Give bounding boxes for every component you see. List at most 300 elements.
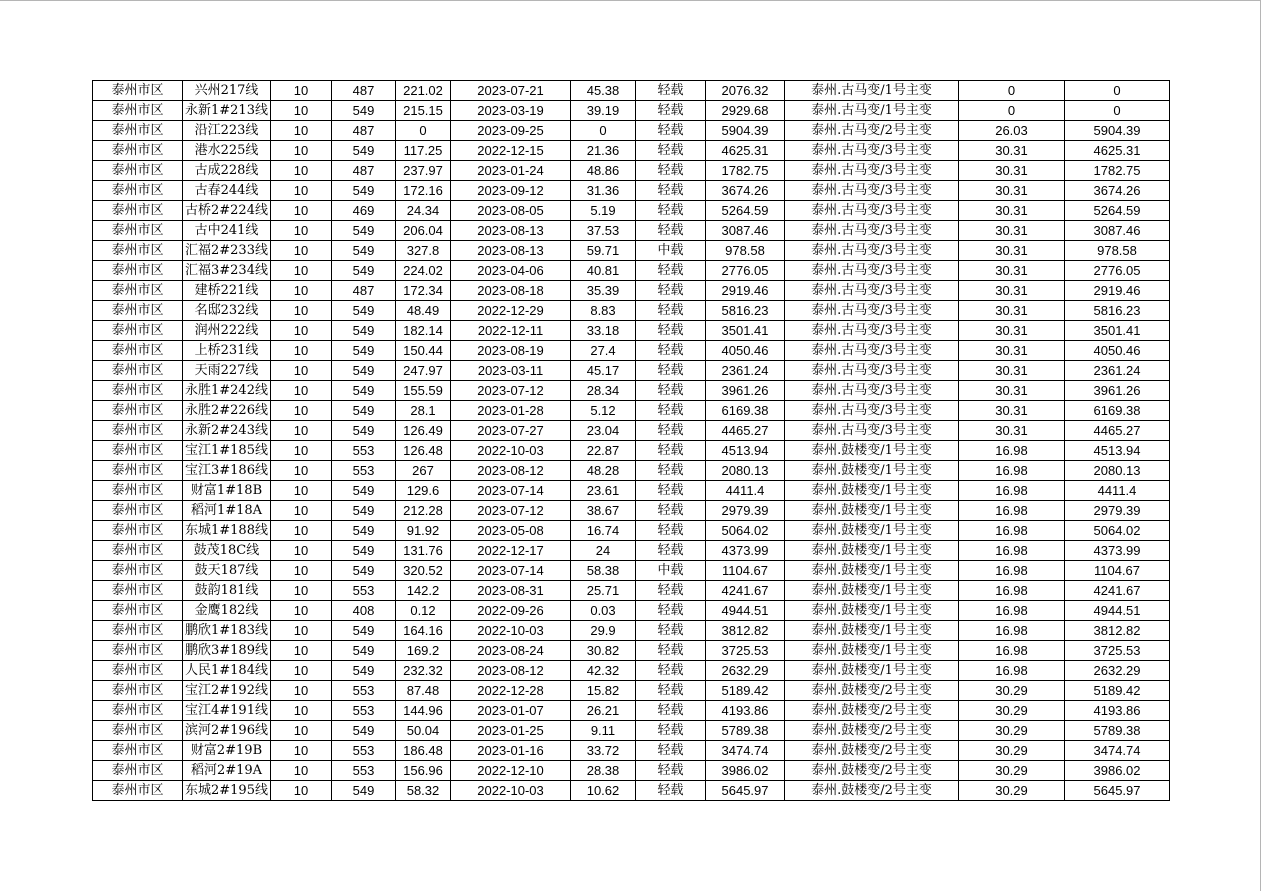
transformer-cell: 泰州.鼓楼变/1号主变 [785, 441, 959, 461]
transformer-cell: 泰州.鼓楼变/1号主变 [785, 601, 959, 621]
load-status-cell: 轻载 [636, 641, 706, 661]
available-capacity-cell: 4625.31 [1065, 141, 1170, 161]
available-capacity-cell: 4411.4 [1065, 481, 1170, 501]
transformer-rate-cell: 16.98 [959, 481, 1065, 501]
transformer-cell: 泰州.古马变/3号主变 [785, 301, 959, 321]
date-cell: 2023-07-14 [451, 561, 571, 581]
date-cell: 2022-12-15 [451, 141, 571, 161]
capacity-cell: 549 [332, 221, 396, 241]
load-status-cell: 轻载 [636, 161, 706, 181]
current-cell: 206.04 [396, 221, 451, 241]
table-row [93, 361, 1170, 381]
line-name-cell: 稻河1#18A [183, 501, 271, 521]
margin-cell: 4944.51 [706, 601, 785, 621]
margin-cell: 2776.05 [706, 261, 785, 281]
load-rate-cell: 59.71 [571, 241, 636, 261]
date-cell: 2022-10-03 [451, 781, 571, 801]
margin-cell: 2361.24 [706, 361, 785, 381]
capacity-cell: 549 [332, 501, 396, 521]
margin-cell: 5645.97 [706, 781, 785, 801]
voltage-cell: 10 [271, 281, 332, 301]
load-rate-cell: 37.53 [571, 221, 636, 241]
load-rate-cell: 48.28 [571, 461, 636, 481]
voltage-cell: 10 [271, 641, 332, 661]
data-table [92, 80, 1170, 801]
line-name-cell: 兴州217线 [183, 81, 271, 101]
available-capacity-cell: 2632.29 [1065, 661, 1170, 681]
district-cell: 泰州市区 [93, 341, 183, 361]
table-row [93, 261, 1170, 281]
load-rate-cell: 16.74 [571, 521, 636, 541]
table-row [93, 621, 1170, 641]
capacity-cell: 549 [332, 261, 396, 281]
load-status-cell: 轻载 [636, 701, 706, 721]
district-cell: 泰州市区 [93, 121, 183, 141]
district-cell: 泰州市区 [93, 701, 183, 721]
transformer-cell: 泰州.古马变/3号主变 [785, 181, 959, 201]
load-rate-cell: 25.71 [571, 581, 636, 601]
transformer-cell: 泰州.鼓楼变/1号主变 [785, 581, 959, 601]
transformer-cell: 泰州.古马变/3号主变 [785, 421, 959, 441]
transformer-cell: 泰州.古马变/3号主变 [785, 241, 959, 261]
current-cell: 172.34 [396, 281, 451, 301]
district-cell: 泰州市区 [93, 101, 183, 121]
line-name-cell: 财富2#19B [183, 741, 271, 761]
transformer-cell: 泰州.鼓楼变/1号主变 [785, 661, 959, 681]
voltage-cell: 10 [271, 181, 332, 201]
transformer-cell: 泰州.古马变/3号主变 [785, 401, 959, 421]
line-name-cell: 古春244线 [183, 181, 271, 201]
margin-cell: 4465.27 [706, 421, 785, 441]
date-cell: 2023-01-07 [451, 701, 571, 721]
capacity-cell: 549 [332, 661, 396, 681]
voltage-cell: 10 [271, 481, 332, 501]
table-row [93, 161, 1170, 181]
capacity-cell: 469 [332, 201, 396, 221]
available-capacity-cell: 3087.46 [1065, 221, 1170, 241]
voltage-cell: 10 [271, 341, 332, 361]
load-status-cell: 轻载 [636, 121, 706, 141]
current-cell: 215.15 [396, 101, 451, 121]
transformer-rate-cell: 16.98 [959, 461, 1065, 481]
current-cell: 212.28 [396, 501, 451, 521]
available-capacity-cell: 5816.23 [1065, 301, 1170, 321]
available-capacity-cell: 3961.26 [1065, 381, 1170, 401]
table-row [93, 681, 1170, 701]
current-cell: 327.8 [396, 241, 451, 261]
transformer-cell: 泰州.古马变/3号主变 [785, 161, 959, 181]
transformer-cell: 泰州.古马变/3号主变 [785, 141, 959, 161]
line-name-cell: 滨河2#196线 [183, 721, 271, 741]
date-cell: 2023-07-14 [451, 481, 571, 501]
current-cell: 186.48 [396, 741, 451, 761]
capacity-cell: 487 [332, 161, 396, 181]
margin-cell: 4050.46 [706, 341, 785, 361]
transformer-rate-cell: 30.31 [959, 281, 1065, 301]
district-cell: 泰州市区 [93, 741, 183, 761]
date-cell: 2022-12-17 [451, 541, 571, 561]
line-name-cell: 建桥221线 [183, 281, 271, 301]
available-capacity-cell: 1104.67 [1065, 561, 1170, 581]
available-capacity-cell: 3501.41 [1065, 321, 1170, 341]
load-rate-cell: 29.9 [571, 621, 636, 641]
voltage-cell: 10 [271, 141, 332, 161]
load-status-cell: 中载 [636, 561, 706, 581]
capacity-cell: 549 [332, 641, 396, 661]
voltage-cell: 10 [271, 401, 332, 421]
load-rate-cell: 27.4 [571, 341, 636, 361]
load-rate-cell: 5.19 [571, 201, 636, 221]
transformer-rate-cell: 16.98 [959, 661, 1065, 681]
current-cell: 224.02 [396, 261, 451, 281]
line-name-cell: 稻河2#19A [183, 761, 271, 781]
voltage-cell: 10 [271, 581, 332, 601]
load-status-cell: 轻载 [636, 661, 706, 681]
load-rate-cell: 31.36 [571, 181, 636, 201]
available-capacity-cell: 4050.46 [1065, 341, 1170, 361]
table-row [93, 401, 1170, 421]
table-row [93, 241, 1170, 261]
available-capacity-cell: 2080.13 [1065, 461, 1170, 481]
current-cell: 87.48 [396, 681, 451, 701]
available-capacity-cell: 4465.27 [1065, 421, 1170, 441]
capacity-cell: 549 [332, 521, 396, 541]
transformer-rate-cell: 30.29 [959, 681, 1065, 701]
transformer-cell: 泰州.鼓楼变/2号主变 [785, 701, 959, 721]
load-rate-cell: 58.38 [571, 561, 636, 581]
load-status-cell: 轻载 [636, 301, 706, 321]
date-cell: 2022-12-28 [451, 681, 571, 701]
load-status-cell: 轻载 [636, 101, 706, 121]
district-cell: 泰州市区 [93, 81, 183, 101]
voltage-cell: 10 [271, 681, 332, 701]
transformer-cell: 泰州.鼓楼变/1号主变 [785, 501, 959, 521]
margin-cell: 3674.26 [706, 181, 785, 201]
line-name-cell: 沿江223线 [183, 121, 271, 141]
load-rate-cell: 21.36 [571, 141, 636, 161]
current-cell: 28.1 [396, 401, 451, 421]
transformer-rate-cell: 16.98 [959, 561, 1065, 581]
line-name-cell: 永新1#213线 [183, 101, 271, 121]
load-rate-cell: 5.12 [571, 401, 636, 421]
transformer-cell: 泰州.鼓楼变/2号主变 [785, 781, 959, 801]
table-row [93, 501, 1170, 521]
transformer-rate-cell: 16.98 [959, 601, 1065, 621]
margin-cell: 6169.38 [706, 401, 785, 421]
transformer-cell: 泰州.古马变/1号主变 [785, 81, 959, 101]
table-row [93, 581, 1170, 601]
capacity-cell: 549 [332, 181, 396, 201]
table-row [93, 341, 1170, 361]
current-cell: 142.2 [396, 581, 451, 601]
available-capacity-cell: 2919.46 [1065, 281, 1170, 301]
margin-cell: 3986.02 [706, 761, 785, 781]
district-cell: 泰州市区 [93, 541, 183, 561]
available-capacity-cell: 5904.39 [1065, 121, 1170, 141]
margin-cell: 5816.23 [706, 301, 785, 321]
table-row [93, 781, 1170, 801]
available-capacity-cell: 3474.74 [1065, 741, 1170, 761]
load-rate-cell: 33.72 [571, 741, 636, 761]
date-cell: 2023-04-06 [451, 261, 571, 281]
transformer-cell: 泰州.古马变/1号主变 [785, 101, 959, 121]
capacity-cell: 549 [332, 481, 396, 501]
load-status-cell: 轻载 [636, 81, 706, 101]
district-cell: 泰州市区 [93, 161, 183, 181]
current-cell: 232.32 [396, 661, 451, 681]
margin-cell: 3087.46 [706, 221, 785, 241]
capacity-cell: 549 [332, 621, 396, 641]
available-capacity-cell: 6169.38 [1065, 401, 1170, 421]
table-row [93, 601, 1170, 621]
date-cell: 2023-09-25 [451, 121, 571, 141]
transformer-rate-cell: 16.98 [959, 501, 1065, 521]
capacity-cell: 553 [332, 741, 396, 761]
load-status-cell: 轻载 [636, 201, 706, 221]
table-row [93, 301, 1170, 321]
margin-cell: 3501.41 [706, 321, 785, 341]
margin-cell: 2632.29 [706, 661, 785, 681]
table-row [93, 321, 1170, 341]
date-cell: 2023-01-25 [451, 721, 571, 741]
table-row [93, 481, 1170, 501]
district-cell: 泰州市区 [93, 321, 183, 341]
current-cell: 156.96 [396, 761, 451, 781]
available-capacity-cell: 2776.05 [1065, 261, 1170, 281]
load-status-cell: 轻载 [636, 461, 706, 481]
date-cell: 2022-10-03 [451, 621, 571, 641]
load-rate-cell: 8.83 [571, 301, 636, 321]
line-name-cell: 润州222线 [183, 321, 271, 341]
district-cell: 泰州市区 [93, 521, 183, 541]
capacity-cell: 549 [332, 421, 396, 441]
transformer-rate-cell: 16.98 [959, 521, 1065, 541]
date-cell: 2023-07-27 [451, 421, 571, 441]
transformer-rate-cell: 30.31 [959, 161, 1065, 181]
margin-cell: 3961.26 [706, 381, 785, 401]
transformer-cell: 泰州.鼓楼变/2号主变 [785, 681, 959, 701]
line-name-cell: 东城2#195线 [183, 781, 271, 801]
transformer-cell: 泰州.鼓楼变/1号主变 [785, 621, 959, 641]
transformer-rate-cell: 30.31 [959, 341, 1065, 361]
capacity-cell: 553 [332, 581, 396, 601]
margin-cell: 2929.68 [706, 101, 785, 121]
district-cell: 泰州市区 [93, 201, 183, 221]
load-rate-cell: 26.21 [571, 701, 636, 721]
current-cell: 155.59 [396, 381, 451, 401]
margin-cell: 5064.02 [706, 521, 785, 541]
available-capacity-cell: 3986.02 [1065, 761, 1170, 781]
transformer-rate-cell: 0 [959, 81, 1065, 101]
district-cell: 泰州市区 [93, 401, 183, 421]
transformer-cell: 泰州.古马变/3号主变 [785, 221, 959, 241]
voltage-cell: 10 [271, 441, 332, 461]
transformer-cell: 泰州.古马变/3号主变 [785, 261, 959, 281]
current-cell: 126.48 [396, 441, 451, 461]
date-cell: 2023-08-18 [451, 281, 571, 301]
load-status-cell: 轻载 [636, 321, 706, 341]
district-cell: 泰州市区 [93, 641, 183, 661]
load-rate-cell: 22.87 [571, 441, 636, 461]
load-status-cell: 轻载 [636, 761, 706, 781]
current-cell: 131.76 [396, 541, 451, 561]
line-name-cell: 名邸232线 [183, 301, 271, 321]
line-name-cell: 上桥231线 [183, 341, 271, 361]
table-row [93, 521, 1170, 541]
current-cell: 150.44 [396, 341, 451, 361]
transformer-cell: 泰州.古马变/3号主变 [785, 381, 959, 401]
transformer-rate-cell: 0 [959, 101, 1065, 121]
load-status-cell: 轻载 [636, 721, 706, 741]
load-rate-cell: 23.04 [571, 421, 636, 441]
margin-cell: 5789.38 [706, 721, 785, 741]
transformer-rate-cell: 30.31 [959, 321, 1065, 341]
date-cell: 2023-08-31 [451, 581, 571, 601]
load-status-cell: 轻载 [636, 381, 706, 401]
transformer-cell: 泰州.古马变/3号主变 [785, 361, 959, 381]
available-capacity-cell: 2361.24 [1065, 361, 1170, 381]
load-status-cell: 轻载 [636, 221, 706, 241]
transformer-cell: 泰州.古马变/3号主变 [785, 341, 959, 361]
load-status-cell: 轻载 [636, 681, 706, 701]
transformer-cell: 泰州.鼓楼变/1号主变 [785, 481, 959, 501]
table-row [93, 121, 1170, 141]
load-status-cell: 轻载 [636, 741, 706, 761]
load-status-cell: 轻载 [636, 361, 706, 381]
voltage-cell: 10 [271, 361, 332, 381]
transformer-cell: 泰州.鼓楼变/1号主变 [785, 521, 959, 541]
table-row [93, 81, 1170, 101]
current-cell: 0.12 [396, 601, 451, 621]
voltage-cell: 10 [271, 541, 332, 561]
district-cell: 泰州市区 [93, 241, 183, 261]
load-rate-cell: 15.82 [571, 681, 636, 701]
voltage-cell: 10 [271, 621, 332, 641]
table-row [93, 701, 1170, 721]
line-name-cell: 鹏欣1#183线 [183, 621, 271, 641]
table-row [93, 541, 1170, 561]
date-cell: 2023-01-28 [451, 401, 571, 421]
capacity-cell: 549 [332, 561, 396, 581]
current-cell: 144.96 [396, 701, 451, 721]
table-row [93, 661, 1170, 681]
load-rate-cell: 0 [571, 121, 636, 141]
margin-cell: 2979.39 [706, 501, 785, 521]
capacity-cell: 549 [332, 381, 396, 401]
capacity-cell: 549 [332, 721, 396, 741]
capacity-cell: 549 [332, 401, 396, 421]
line-name-cell: 永新2#243线 [183, 421, 271, 441]
voltage-cell: 10 [271, 261, 332, 281]
district-cell: 泰州市区 [93, 441, 183, 461]
date-cell: 2023-05-08 [451, 521, 571, 541]
date-cell: 2023-08-12 [451, 661, 571, 681]
district-cell: 泰州市区 [93, 681, 183, 701]
line-name-cell: 鼓天187线 [183, 561, 271, 581]
date-cell: 2023-01-16 [451, 741, 571, 761]
margin-cell: 2076.32 [706, 81, 785, 101]
margin-cell: 1104.67 [706, 561, 785, 581]
voltage-cell: 10 [271, 321, 332, 341]
table-row [93, 201, 1170, 221]
line-name-cell: 汇福3#234线 [183, 261, 271, 281]
district-cell: 泰州市区 [93, 581, 183, 601]
capacity-cell: 549 [332, 101, 396, 121]
load-rate-cell: 42.32 [571, 661, 636, 681]
load-rate-cell: 23.61 [571, 481, 636, 501]
voltage-cell: 10 [271, 701, 332, 721]
district-cell: 泰州市区 [93, 601, 183, 621]
district-cell: 泰州市区 [93, 461, 183, 481]
date-cell: 2023-07-12 [451, 501, 571, 521]
table-row [93, 761, 1170, 781]
current-cell: 182.14 [396, 321, 451, 341]
district-cell: 泰州市区 [93, 261, 183, 281]
margin-cell: 4513.94 [706, 441, 785, 461]
load-status-cell: 轻载 [636, 601, 706, 621]
date-cell: 2022-12-10 [451, 761, 571, 781]
transformer-rate-cell: 30.31 [959, 421, 1065, 441]
available-capacity-cell: 5189.42 [1065, 681, 1170, 701]
district-cell: 泰州市区 [93, 621, 183, 641]
capacity-cell: 487 [332, 81, 396, 101]
load-rate-cell: 24 [571, 541, 636, 561]
available-capacity-cell: 4193.86 [1065, 701, 1170, 721]
load-status-cell: 轻载 [636, 501, 706, 521]
current-cell: 117.25 [396, 141, 451, 161]
district-cell: 泰州市区 [93, 481, 183, 501]
available-capacity-cell: 4373.99 [1065, 541, 1170, 561]
load-status-cell: 轻载 [636, 261, 706, 281]
line-name-cell: 东城1#188线 [183, 521, 271, 541]
transformer-cell: 泰州.古马变/3号主变 [785, 321, 959, 341]
load-rate-cell: 40.81 [571, 261, 636, 281]
date-cell: 2023-03-19 [451, 101, 571, 121]
table-row [93, 221, 1170, 241]
date-cell: 2023-08-13 [451, 221, 571, 241]
transformer-rate-cell: 26.03 [959, 121, 1065, 141]
margin-cell: 5904.39 [706, 121, 785, 141]
voltage-cell: 10 [271, 461, 332, 481]
transformer-rate-cell: 16.98 [959, 641, 1065, 661]
voltage-cell: 10 [271, 521, 332, 541]
load-status-cell: 轻载 [636, 441, 706, 461]
current-cell: 129.6 [396, 481, 451, 501]
load-status-cell: 轻载 [636, 181, 706, 201]
load-status-cell: 轻载 [636, 541, 706, 561]
voltage-cell: 10 [271, 781, 332, 801]
transformer-rate-cell: 30.31 [959, 201, 1065, 221]
table-row [93, 181, 1170, 201]
load-rate-cell: 39.19 [571, 101, 636, 121]
transformer-rate-cell: 30.31 [959, 241, 1065, 261]
line-name-cell: 永胜2#226线 [183, 401, 271, 421]
capacity-cell: 549 [332, 541, 396, 561]
capacity-cell: 487 [332, 281, 396, 301]
table-body [93, 81, 1170, 801]
table-row [93, 141, 1170, 161]
table-row [93, 461, 1170, 481]
transformer-rate-cell: 30.31 [959, 181, 1065, 201]
transformer-rate-cell: 30.29 [959, 761, 1065, 781]
line-name-cell: 财富1#18B [183, 481, 271, 501]
capacity-cell: 408 [332, 601, 396, 621]
voltage-cell: 10 [271, 601, 332, 621]
line-name-cell: 鹏欣3#189线 [183, 641, 271, 661]
current-cell: 48.49 [396, 301, 451, 321]
transformer-rate-cell: 30.29 [959, 701, 1065, 721]
line-name-cell: 宝江1#185线 [183, 441, 271, 461]
